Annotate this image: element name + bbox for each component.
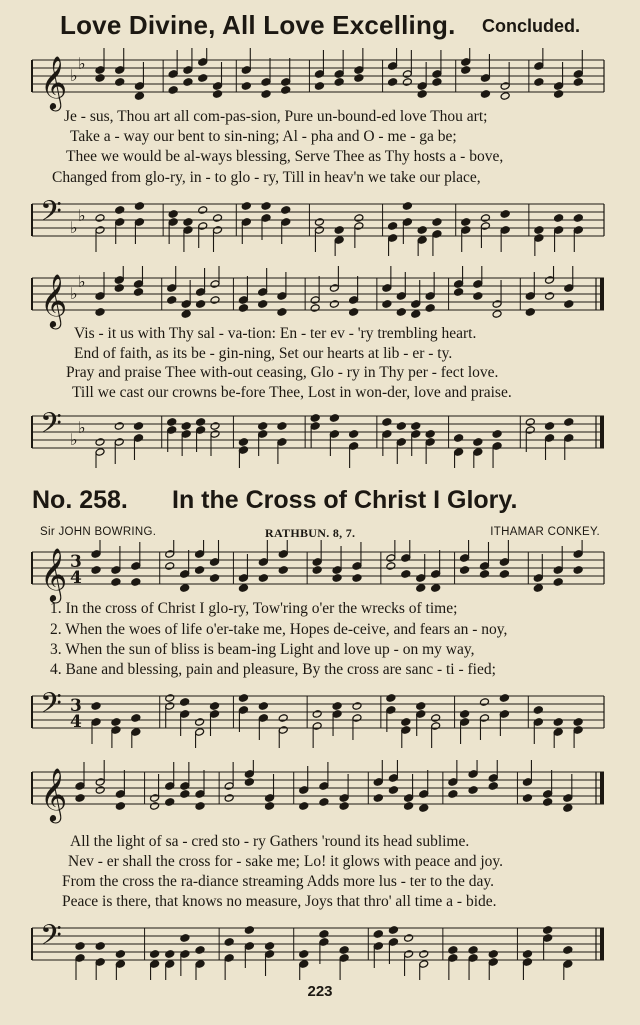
hymn-heading [32, 486, 612, 518]
lyric-line: Thee we would be al-ways blessing, Serve Thee as Thy hosts a - bove, [66, 148, 504, 165]
svg-text:♭: ♭ [78, 272, 86, 291]
svg-text:𝄢: 𝄢 [40, 919, 62, 959]
svg-text:♭: ♭ [70, 284, 78, 303]
lyric-line: 2. When the woes of life o'er-take me, Hopes de-ceive, and fears an - noy, [50, 621, 508, 638]
staff-notation [28, 760, 608, 824]
svg-text:♭: ♭ [70, 66, 78, 85]
lyric-line: Nev - er shall the cross for - sake me; Lo! it glows with peace and joy. [68, 853, 504, 870]
staff-notation [28, 48, 608, 112]
staff-notation [28, 540, 608, 604]
svg-text:♭: ♭ [78, 206, 86, 225]
svg-text:♭: ♭ [78, 54, 86, 73]
svg-text:𝄞: 𝄞 [40, 273, 68, 327]
treble-staff [28, 540, 608, 604]
staff-notation [28, 684, 608, 748]
lyric-line: 4. Bane and blessing, pain and pleasure, By the cross are sanc - ti - fied; [50, 661, 496, 678]
lyric-line: Till we cast our crowns be-fore Thee, Lost in won-der, love and praise. [72, 384, 512, 401]
svg-text:♭: ♭ [70, 430, 78, 449]
treble-staff [28, 266, 608, 330]
svg-text:𝄢: 𝄢 [40, 687, 62, 727]
svg-text:𝄢: 𝄢 [40, 195, 62, 235]
bass-staff [28, 192, 608, 256]
svg-text:3: 3 [70, 696, 82, 716]
svg-text:𝄢: 𝄢 [40, 407, 62, 447]
hymn-title: Love Divine, All Love Excelling. [60, 10, 456, 40]
lyric-line: Peace is there, that knows no measure, Joys that thro' all time a - bide. [62, 893, 497, 910]
lyric-line: 3. When the sun of bliss is beam-ing Light and love up - on my way, [50, 641, 475, 658]
treble-staff [28, 48, 608, 112]
svg-text:4: 4 [70, 712, 82, 732]
svg-text:𝄞: 𝄞 [40, 547, 68, 601]
lyric-line: From the cross the ra-diance streaming Adds more lus - ter to the day. [62, 873, 495, 890]
hymn-title: In the Cross of Christ I Glory. [172, 486, 518, 514]
hymn-number: No. 258. [32, 486, 128, 514]
svg-text:3: 3 [70, 552, 82, 572]
composer: ITHAMAR CONKEY. [490, 526, 600, 538]
svg-text:𝄞: 𝄞 [40, 767, 68, 821]
lyric-line: Vis - it us with Thy sal - va-tion: En - ter ev - 'ry trembling heart. [74, 325, 477, 342]
hymn-header [60, 10, 580, 42]
svg-text:♭: ♭ [70, 218, 78, 237]
bass-staff [28, 684, 608, 748]
lyric-line: 1. In the cross of Christ I glo-ry, Tow'ring o'er the wrecks of time; [50, 600, 458, 617]
tune-name: RATHBUN. 8, 7. [265, 526, 356, 540]
page-number: 223 [307, 983, 333, 1000]
staff-notation [28, 404, 608, 468]
svg-text:♭: ♭ [78, 418, 86, 437]
staff-notation [28, 916, 608, 980]
lyric-line: Changed from glo-ry, in - to glo - ry, Till in heav'n we take our place, [52, 169, 481, 186]
treble-staff [28, 760, 608, 824]
lyric-line: All the light of sa - cred sto - ry Gathers 'round its head sublime. [70, 833, 470, 850]
lyricist: Sir JOHN BOWRING. [40, 526, 157, 538]
bass-staff [28, 404, 608, 468]
lyric-line: Je - sus, Thou art all com-pas-sion, Pure un-bound-ed love Thou art; [64, 108, 488, 125]
staff-notation [28, 192, 608, 256]
lyric-line: End of faith, as its be - gin-ning, Set our hearts at lib - er - ty. [74, 345, 453, 362]
svg-text:4: 4 [70, 568, 82, 588]
staff-notation [28, 266, 608, 330]
lyric-line: Take a - way our bent to sin-ning; Al - pha and O - me - ga be; [70, 128, 457, 145]
lyric-line: Pray and praise Thee with-out ceasing, Glo - ry in Thy per - fect love. [66, 364, 499, 381]
bass-staff [28, 916, 608, 980]
svg-text:𝄞: 𝄞 [40, 55, 68, 109]
concluded-label: Concluded. [482, 16, 580, 36]
